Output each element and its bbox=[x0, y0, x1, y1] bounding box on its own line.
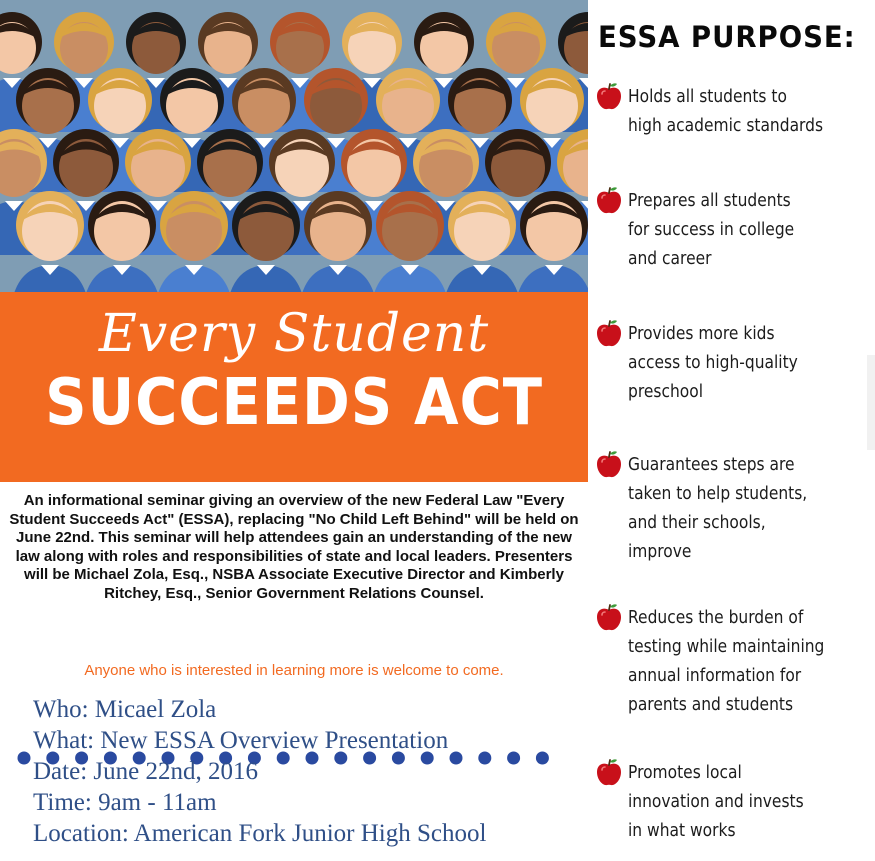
event-details bbox=[33, 694, 588, 849]
apple-icon bbox=[594, 450, 624, 480]
detail-time: Time: 9am - 11am bbox=[33, 789, 217, 816]
apple-icon bbox=[594, 186, 624, 216]
children-illustration bbox=[0, 0, 588, 292]
purpose-item-text: Provides more kids access to high-quality preschool bbox=[628, 323, 798, 402]
purpose-item-text: Holds all students to high academic standards bbox=[628, 86, 824, 136]
title-script: Every Student bbox=[98, 304, 490, 364]
purpose-panel bbox=[588, 0, 875, 861]
apple-icon bbox=[594, 319, 624, 349]
seminar-description: An informational seminar giving an overview of the new Federal Law "Every Student Succeeds Act" (ESSA), replacing "No Child Left Behind" will be held on June 22nd. This seminar will help attendees gain an understanding of the new law along with roles and responsibilities of state and local leaders. Presenters will be Michael Zola, Esq., NSBA Associate Executive Director and Kimberly Ritchey, Esq., Senior Government Relations Counsel. bbox=[9, 492, 579, 602]
apple-icon bbox=[594, 758, 624, 788]
title-banner bbox=[0, 292, 588, 482]
purpose-item-text: Guarantees steps are taken to help students, and their schools, improve bbox=[628, 454, 808, 562]
apple-icon bbox=[594, 603, 624, 633]
purpose-item-text: Reduces the burden of testing while maintaining annual information for parents and students bbox=[628, 607, 825, 715]
detail-location: Location: American Fork Junior High School bbox=[33, 820, 487, 847]
edge-strip bbox=[867, 355, 875, 450]
detail-who: Who: Micael Zola bbox=[33, 696, 217, 723]
purpose-item-text: Prepares all students for success in college and career bbox=[628, 190, 795, 269]
welcome-note: Anyone who is interested in learning more is welcome to come. bbox=[84, 662, 504, 679]
title-main: SUCCEEDS ACT bbox=[45, 366, 543, 440]
apple-icon bbox=[594, 82, 624, 112]
detail-date: Date: June 22nd, 2016 bbox=[33, 758, 258, 785]
purpose-heading: ESSA PURPOSE: bbox=[598, 20, 856, 54]
purpose-item-text: Promotes local innovation and invests in what works bbox=[628, 762, 804, 841]
divider-dot bbox=[18, 752, 31, 765]
detail-what: What: New ESSA Overview Presentation bbox=[33, 727, 449, 754]
